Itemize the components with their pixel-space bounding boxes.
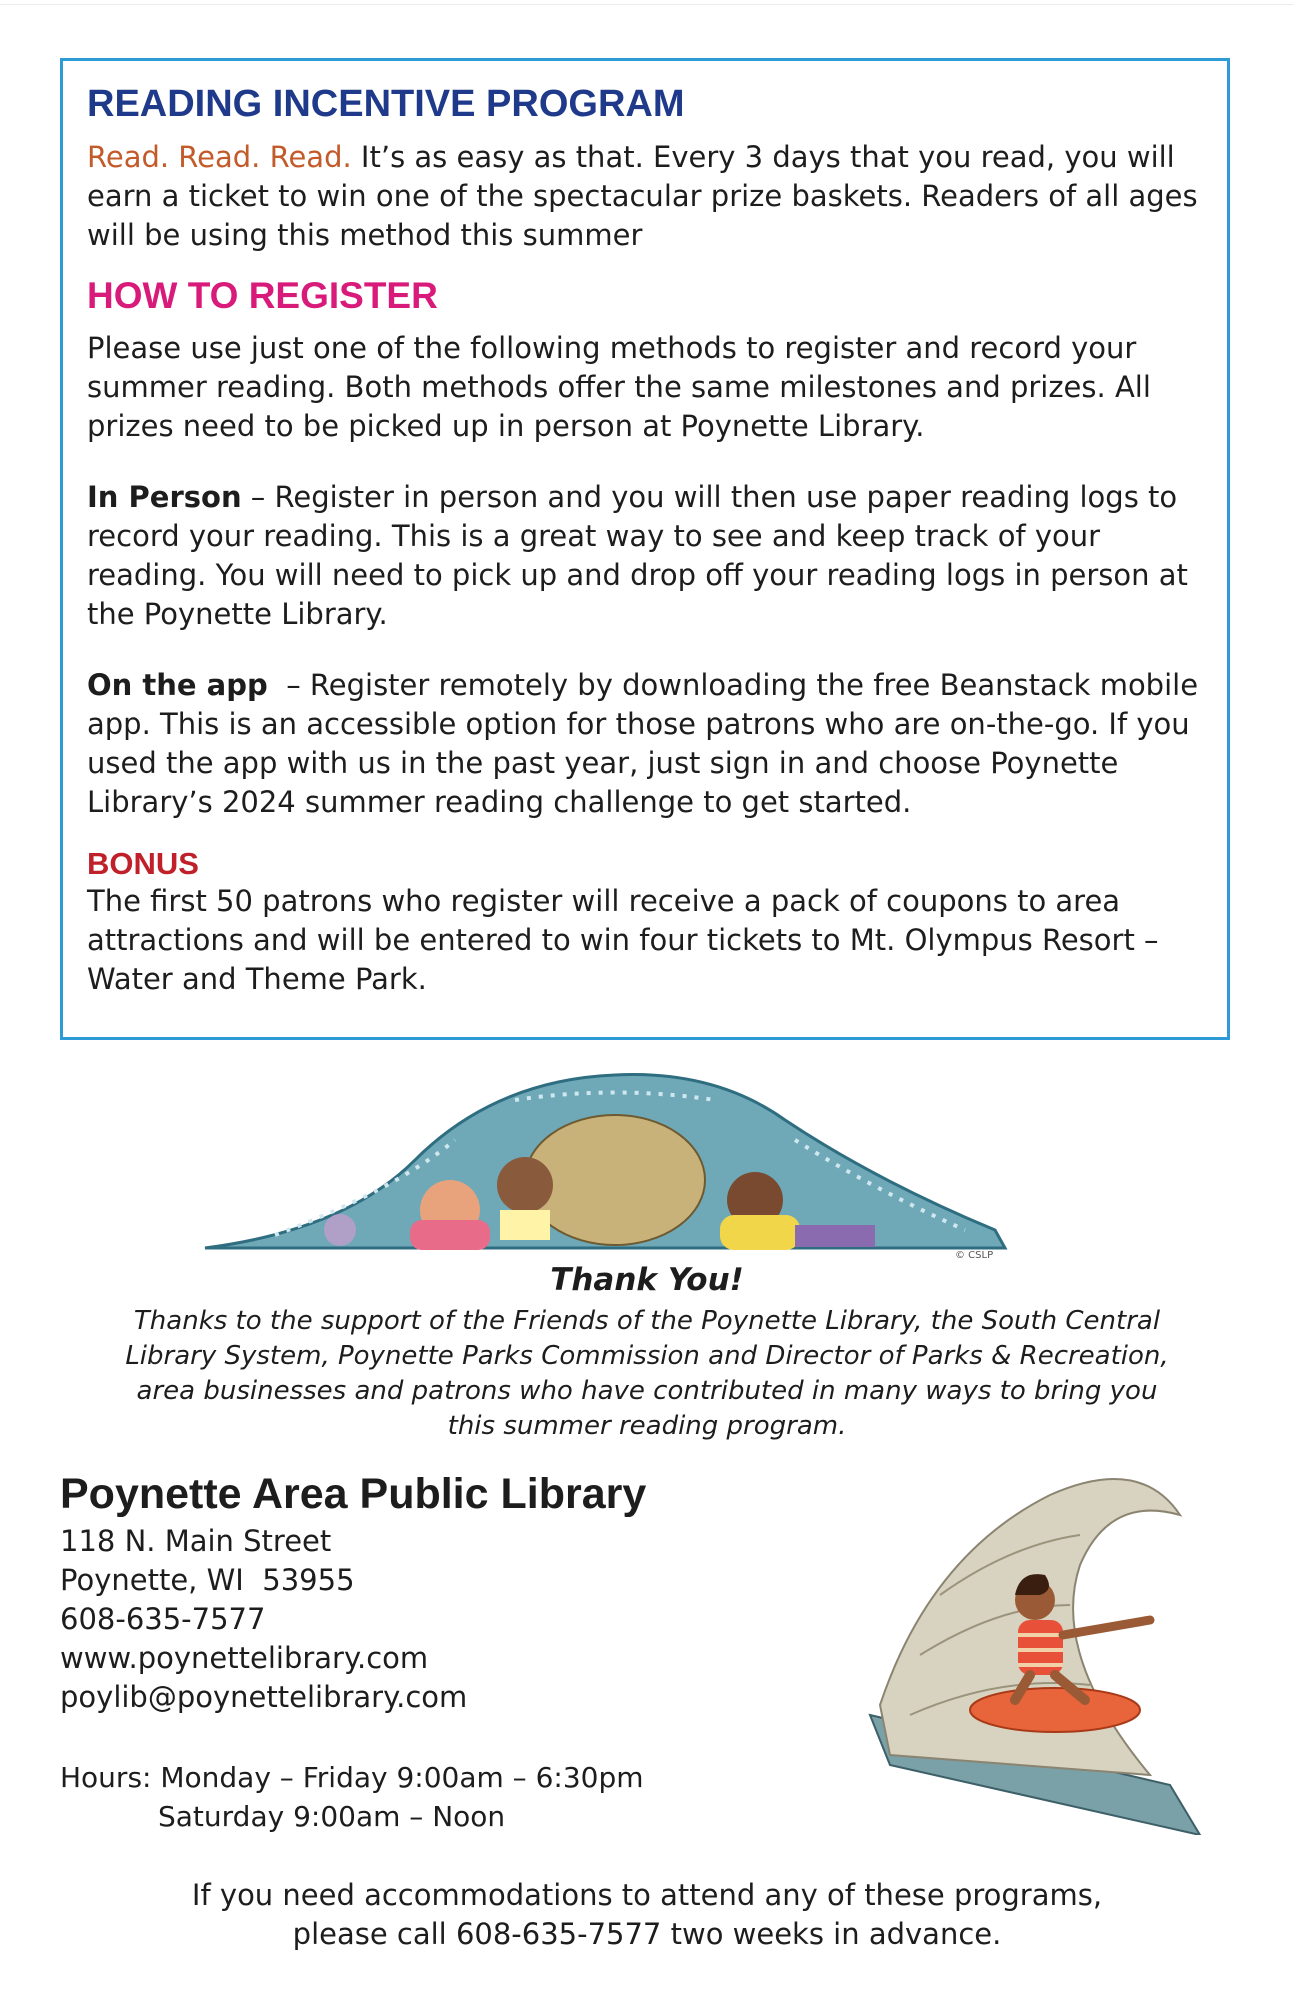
in-person-label: In Person (87, 480, 242, 514)
how-to-register-heading: HOW TO REGISTER (87, 275, 438, 316)
phone-number: 608-635-7577 (60, 1602, 266, 1636)
accommodations-line-2: please call 608-635-7577 two weeks in advance. (292, 1917, 1002, 1951)
library-contact (60, 1522, 467, 1717)
read-read-read-lead: Read. Read. Read. (87, 140, 352, 174)
thank-you-text: Thanks to the support of the Friends of the Poynette Library, the South Central Library System, Poynette Parks Commission and Director of Parks & Recreation, area businesses and patrons who have contributed in many ways to bring you this summer reading program. (125, 1306, 1169, 1441)
bonus-text: The first 50 patrons who register will receive a pack of coupons to area attractions and will be entered to win four tickets to Mt. Olympus Resort – Water and Theme Park. (87, 884, 1159, 996)
child-right-body (720, 1215, 800, 1250)
website-link[interactable]: www.poynettelibrary.com (60, 1641, 429, 1675)
child-left-body (410, 1220, 490, 1250)
library-hours (60, 1758, 644, 1836)
library-name: Poynette Area Public Library (60, 1470, 647, 1518)
reading-incentive-heading: READING INCENTIVE PROGRAM (87, 83, 685, 125)
app-text: – Register remotely by downloading the free Beanstack mobile app. This is an accessible option for those patrons who are on-the-go. If you used the app with us in the past year, just sign in and choose Poynette Library’s 2024 summer reading challenge to get started. (87, 668, 1208, 819)
reading-incentive-body: It’s as easy as that. Every 3 days that you read, you will earn a ticket to win one of the spectacular prize baskets. Readers of all ages will be using this method this summer (87, 140, 1198, 252)
top-rule (0, 4, 1294, 5)
hours-weekday: Hours: Monday – Friday 9:00am – 6:30pm (60, 1761, 644, 1794)
surfer-arm (1063, 1620, 1150, 1635)
illustration-credit: © CSLP (955, 1250, 994, 1260)
address-line-1: 118 N. Main Street (60, 1524, 332, 1558)
address-line-2: Poynette, WI 53955 (60, 1563, 355, 1597)
surfboard (970, 1688, 1140, 1732)
toy-bear (324, 1214, 356, 1246)
hours-saturday: Saturday 9:00am – Noon (158, 1800, 506, 1833)
quilt-patch (795, 1225, 875, 1247)
app-paragraph (87, 666, 1208, 822)
child-middle-figure (497, 1157, 553, 1213)
in-person-paragraph (87, 478, 1203, 634)
blanket-fort-illustration (195, 1060, 1025, 1260)
accommodations-line-1: If you need accommodations to attend any of these programs, (191, 1878, 1103, 1912)
book-surfer-illustration (850, 1455, 1220, 1835)
book-glow (500, 1210, 550, 1240)
in-person-text: – Register in person and you will then use paper reading logs to record your reading. This is a great way to see and keep track of your reading. You will need to pick up and drop off your reading logs in person at the Poynette Library. (87, 480, 1188, 631)
email-link[interactable]: poylib@poynettelibrary.com (60, 1680, 468, 1714)
bonus-heading: BONUS (87, 846, 199, 881)
accommodations-note (0, 1876, 1294, 1954)
thank-you-title: Thank You! (550, 1262, 744, 1298)
register-intro: Please use just one of the following methods to register and record your summer reading. Both methods offer the same milestones and prizes. All prizes need to be picked up in person at Poynette Library. (87, 331, 1151, 443)
program-info-box (60, 58, 1230, 1040)
reading-incentive-text (87, 138, 1203, 255)
app-label: On the app (87, 668, 268, 702)
